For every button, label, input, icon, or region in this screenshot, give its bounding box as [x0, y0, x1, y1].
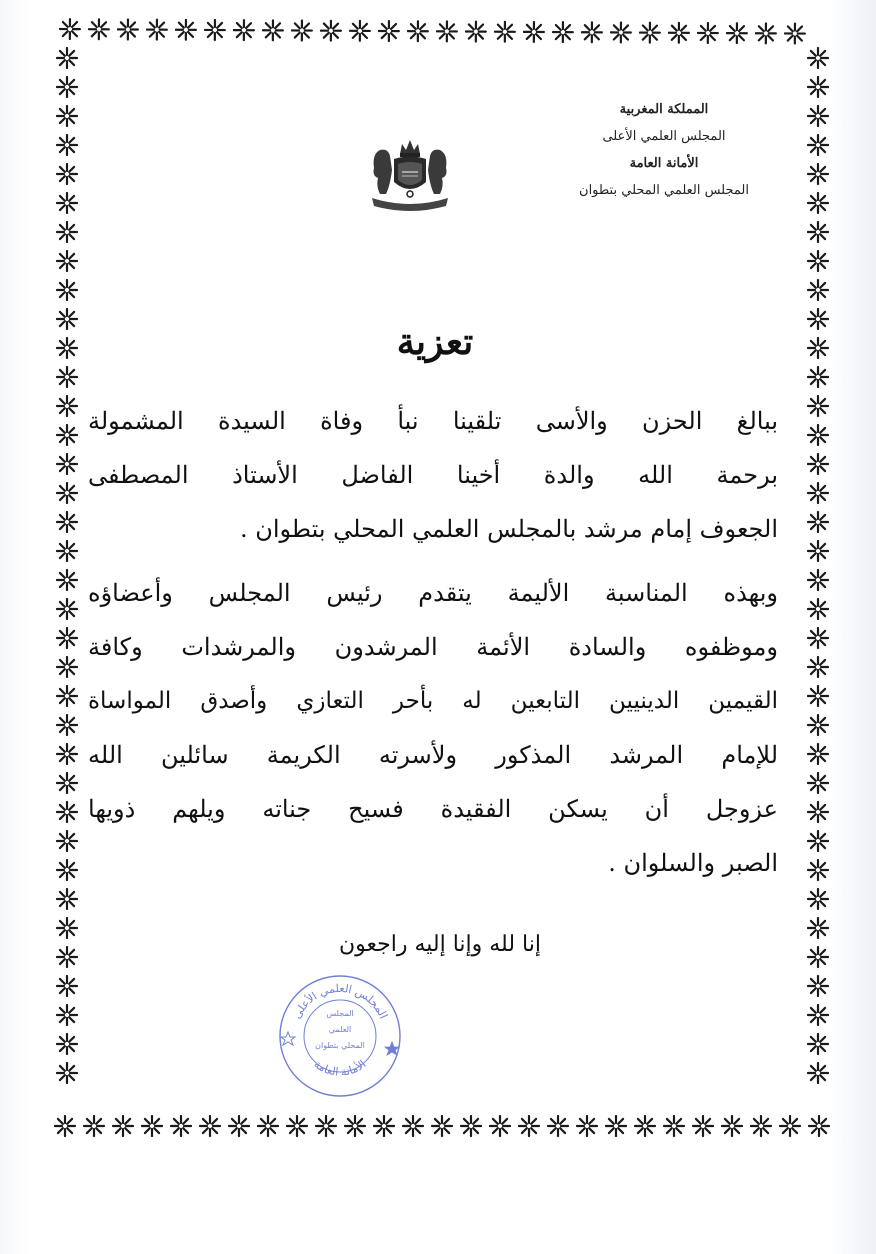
- border-star-icon: [403, 16, 432, 45]
- border-star-icon: [803, 188, 832, 217]
- border-star-icon: [55, 14, 84, 43]
- border-star-icon: [52, 739, 81, 768]
- border-star-icon: [200, 15, 229, 44]
- border-star-icon: [52, 855, 81, 884]
- border-star-icon: [803, 507, 832, 536]
- border-star-icon: [803, 217, 832, 246]
- border-star-icon: [803, 1000, 832, 1029]
- stamp-inner-line: المجلس: [326, 1009, 354, 1018]
- letter-body: [88, 394, 778, 890]
- border-star-icon: [514, 1111, 543, 1140]
- stamp-inner-text: [306, 1006, 374, 1054]
- border-star-icon: [803, 681, 832, 710]
- border-star-icon: [52, 507, 81, 536]
- border-star-icon: [142, 15, 171, 44]
- border-star-icon: [52, 942, 81, 971]
- paragraph-1: [88, 394, 778, 556]
- border-star-icon: [803, 884, 832, 913]
- border-star-icon: [803, 130, 832, 159]
- stamp-inner-line: المحلي بتطوان: [315, 1041, 365, 1050]
- border-star-icon: [803, 101, 832, 130]
- document-title: تعزية: [396, 321, 474, 363]
- border-star-icon: [543, 1111, 572, 1140]
- border-star-icon: [803, 971, 832, 1000]
- border-star-icon: [803, 710, 832, 739]
- border-star-icon: [803, 246, 832, 275]
- border-star-icon: [804, 1111, 833, 1140]
- border-star-icon: [803, 797, 832, 826]
- border-star-icon: [803, 72, 832, 101]
- border-star-icon: [803, 275, 832, 304]
- border-star-icon: [52, 594, 81, 623]
- border-star-icon: [287, 15, 316, 44]
- border-star-icon: [52, 623, 81, 652]
- border-star-icon: [722, 18, 751, 47]
- border-star-icon: [548, 17, 577, 46]
- border-star-icon: [369, 1111, 398, 1140]
- border-star-icon: [490, 17, 519, 46]
- border-right: [803, 43, 832, 1111]
- border-star-icon: [166, 1111, 195, 1140]
- border-star-icon: [340, 1111, 369, 1140]
- body-line: ببالغ الحزن والأسى تلقينا نبأ وفاة السيدة المشمولة: [88, 407, 778, 435]
- closing-verse: إنا لله وإنا إليه راجعون: [339, 932, 541, 957]
- border-star-icon: [137, 1111, 166, 1140]
- border-star-icon: [52, 304, 81, 333]
- border-star-icon: [229, 15, 258, 44]
- border-star-icon: [52, 768, 81, 797]
- border-star-icon: [803, 43, 832, 72]
- border-star-icon: [803, 942, 832, 971]
- border-star-icon: [224, 1111, 253, 1140]
- border-star-icon: [803, 1058, 832, 1087]
- official-stamp: [276, 972, 404, 1100]
- border-star-icon: [316, 16, 345, 45]
- border-star-icon: [52, 101, 81, 130]
- border-star-icon: [803, 362, 832, 391]
- body-line: الجعوف إمام مرشد بالمجلس العلمي المحلي بتطوان .: [239, 515, 778, 543]
- border-star-icon: [803, 391, 832, 420]
- border-star-icon: [717, 1111, 746, 1140]
- border-star-icon: [803, 536, 832, 565]
- border-star-icon: [52, 681, 81, 710]
- border-top: [55, 14, 830, 48]
- border-star-icon: [79, 1111, 108, 1140]
- border-star-icon: [52, 1000, 81, 1029]
- border-star-icon: [258, 15, 287, 44]
- border-star-icon: [635, 18, 664, 47]
- border-star-icon: [803, 1029, 832, 1058]
- border-star-icon: [688, 1111, 717, 1140]
- border-star-icon: [52, 275, 81, 304]
- border-star-icon: [52, 478, 81, 507]
- border-star-icon: [52, 826, 81, 855]
- border-star-icon: [803, 739, 832, 768]
- header-line-local-council: المجلس العلمي المحلي بتطوان: [579, 183, 749, 198]
- border-star-icon: [84, 14, 113, 43]
- body-line: عزوجل أن يسكن الفقيدة فسيح جناته ويلهم ذويها: [88, 795, 778, 823]
- border-star-icon: [52, 1029, 81, 1058]
- border-star-icon: [282, 1111, 311, 1140]
- border-star-icon: [803, 652, 832, 681]
- border-star-icon: [374, 16, 403, 45]
- border-star-icon: [775, 1111, 804, 1140]
- border-star-icon: [601, 1111, 630, 1140]
- border-star-icon: [52, 72, 81, 101]
- border-star-icon: [52, 130, 81, 159]
- border-star-icon: [803, 420, 832, 449]
- body-line: للإمام المرشد المذكور ولأسرته الكريمة سائلين الله: [88, 741, 778, 769]
- border-star-icon: [746, 1111, 775, 1140]
- border-bottom: [50, 1111, 830, 1140]
- border-star-icon: [456, 1111, 485, 1140]
- border-star-icon: [803, 478, 832, 507]
- border-star-icon: [803, 449, 832, 478]
- border-star-icon: [693, 18, 722, 47]
- header-line-kingdom: المملكة المغربية: [619, 102, 709, 117]
- border-star-icon: [52, 43, 81, 72]
- stamp-outer-top-text: المجلس العلمي الأعلى: [290, 981, 390, 1021]
- header-line-general-secretariat: الأمانة العامة: [629, 156, 699, 171]
- border-star-icon: [52, 971, 81, 1000]
- body-line: برحمة الله والدة أخينا الفاضل الأستاذ المصطفى: [88, 461, 778, 489]
- border-star-icon: [108, 1111, 137, 1140]
- border-star-icon: [803, 768, 832, 797]
- border-star-icon: [52, 1058, 81, 1087]
- border-star-icon: [52, 159, 81, 188]
- border-star-icon: [664, 18, 693, 47]
- svg-text:الأمانة العامة: [312, 1058, 369, 1079]
- border-star-icon: [803, 594, 832, 623]
- border-star-icon: [427, 1111, 456, 1140]
- border-star-icon: [803, 913, 832, 942]
- border-star-icon: [52, 884, 81, 913]
- border-star-icon: [485, 1111, 514, 1140]
- stamp-star-icon: [281, 1032, 295, 1045]
- border-star-icon: [577, 17, 606, 46]
- border-star-icon: [803, 855, 832, 884]
- border-star-icon: [751, 18, 780, 47]
- stamp-inner-line: العلمي: [328, 1025, 352, 1034]
- border-star-icon: [432, 16, 461, 45]
- border-star-icon: [52, 362, 81, 391]
- border-star-icon: [195, 1111, 224, 1140]
- border-star-icon: [803, 159, 832, 188]
- border-star-icon: [52, 449, 81, 478]
- coat-of-arms-icon: [366, 134, 454, 216]
- border-star-icon: [311, 1111, 340, 1140]
- border-star-icon: [345, 16, 374, 45]
- body-line: الصبر والسلوان .: [608, 849, 778, 877]
- border-star-icon: [50, 1111, 79, 1140]
- border-star-icon: [113, 14, 142, 43]
- body-line: القيمين الدينيين التابعين له بأحر التعازي وأصدق المواساة: [88, 688, 778, 714]
- border-star-icon: [52, 652, 81, 681]
- border-star-icon: [461, 16, 490, 45]
- border-star-icon: [803, 565, 832, 594]
- border-star-icon: [52, 188, 81, 217]
- border-star-icon: [803, 333, 832, 362]
- border-star-icon: [52, 420, 81, 449]
- border-star-icon: [780, 18, 809, 47]
- border-star-icon: [606, 17, 635, 46]
- border-star-icon: [803, 623, 832, 652]
- border-star-icon: [253, 1111, 282, 1140]
- border-star-icon: [171, 15, 200, 44]
- body-line: وموظفوه والسادة الأئمة المرشدون والمرشدات وكافة: [88, 633, 778, 661]
- border-star-icon: [630, 1111, 659, 1140]
- border-star-icon: [52, 565, 81, 594]
- stamp-outer-bottom-text: الأمانة العامة: [311, 1057, 369, 1079]
- paragraph-2: [88, 566, 778, 890]
- border-star-icon: [52, 536, 81, 565]
- border-star-icon: [52, 797, 81, 826]
- border-star-icon: [572, 1111, 601, 1140]
- issuer-header: [564, 96, 764, 204]
- border-star-icon: [52, 913, 81, 942]
- border-star-icon: [659, 1111, 688, 1140]
- border-star-icon: [519, 17, 548, 46]
- border-star-icon: [52, 217, 81, 246]
- border-star-icon: [398, 1111, 427, 1140]
- border-star-icon: [803, 826, 832, 855]
- border-left: [52, 43, 81, 1111]
- header-line-supreme-council: المجلس العلمي الأعلى: [602, 129, 726, 144]
- border-star-icon: [52, 246, 81, 275]
- border-star-icon: [52, 391, 81, 420]
- border-star-icon: [52, 333, 81, 362]
- body-line: وبهذه المناسبة الأليمة يتقدم رئيس المجلس وأعضاؤه: [88, 579, 778, 607]
- border-star-icon: [803, 304, 832, 333]
- border-star-icon: [52, 710, 81, 739]
